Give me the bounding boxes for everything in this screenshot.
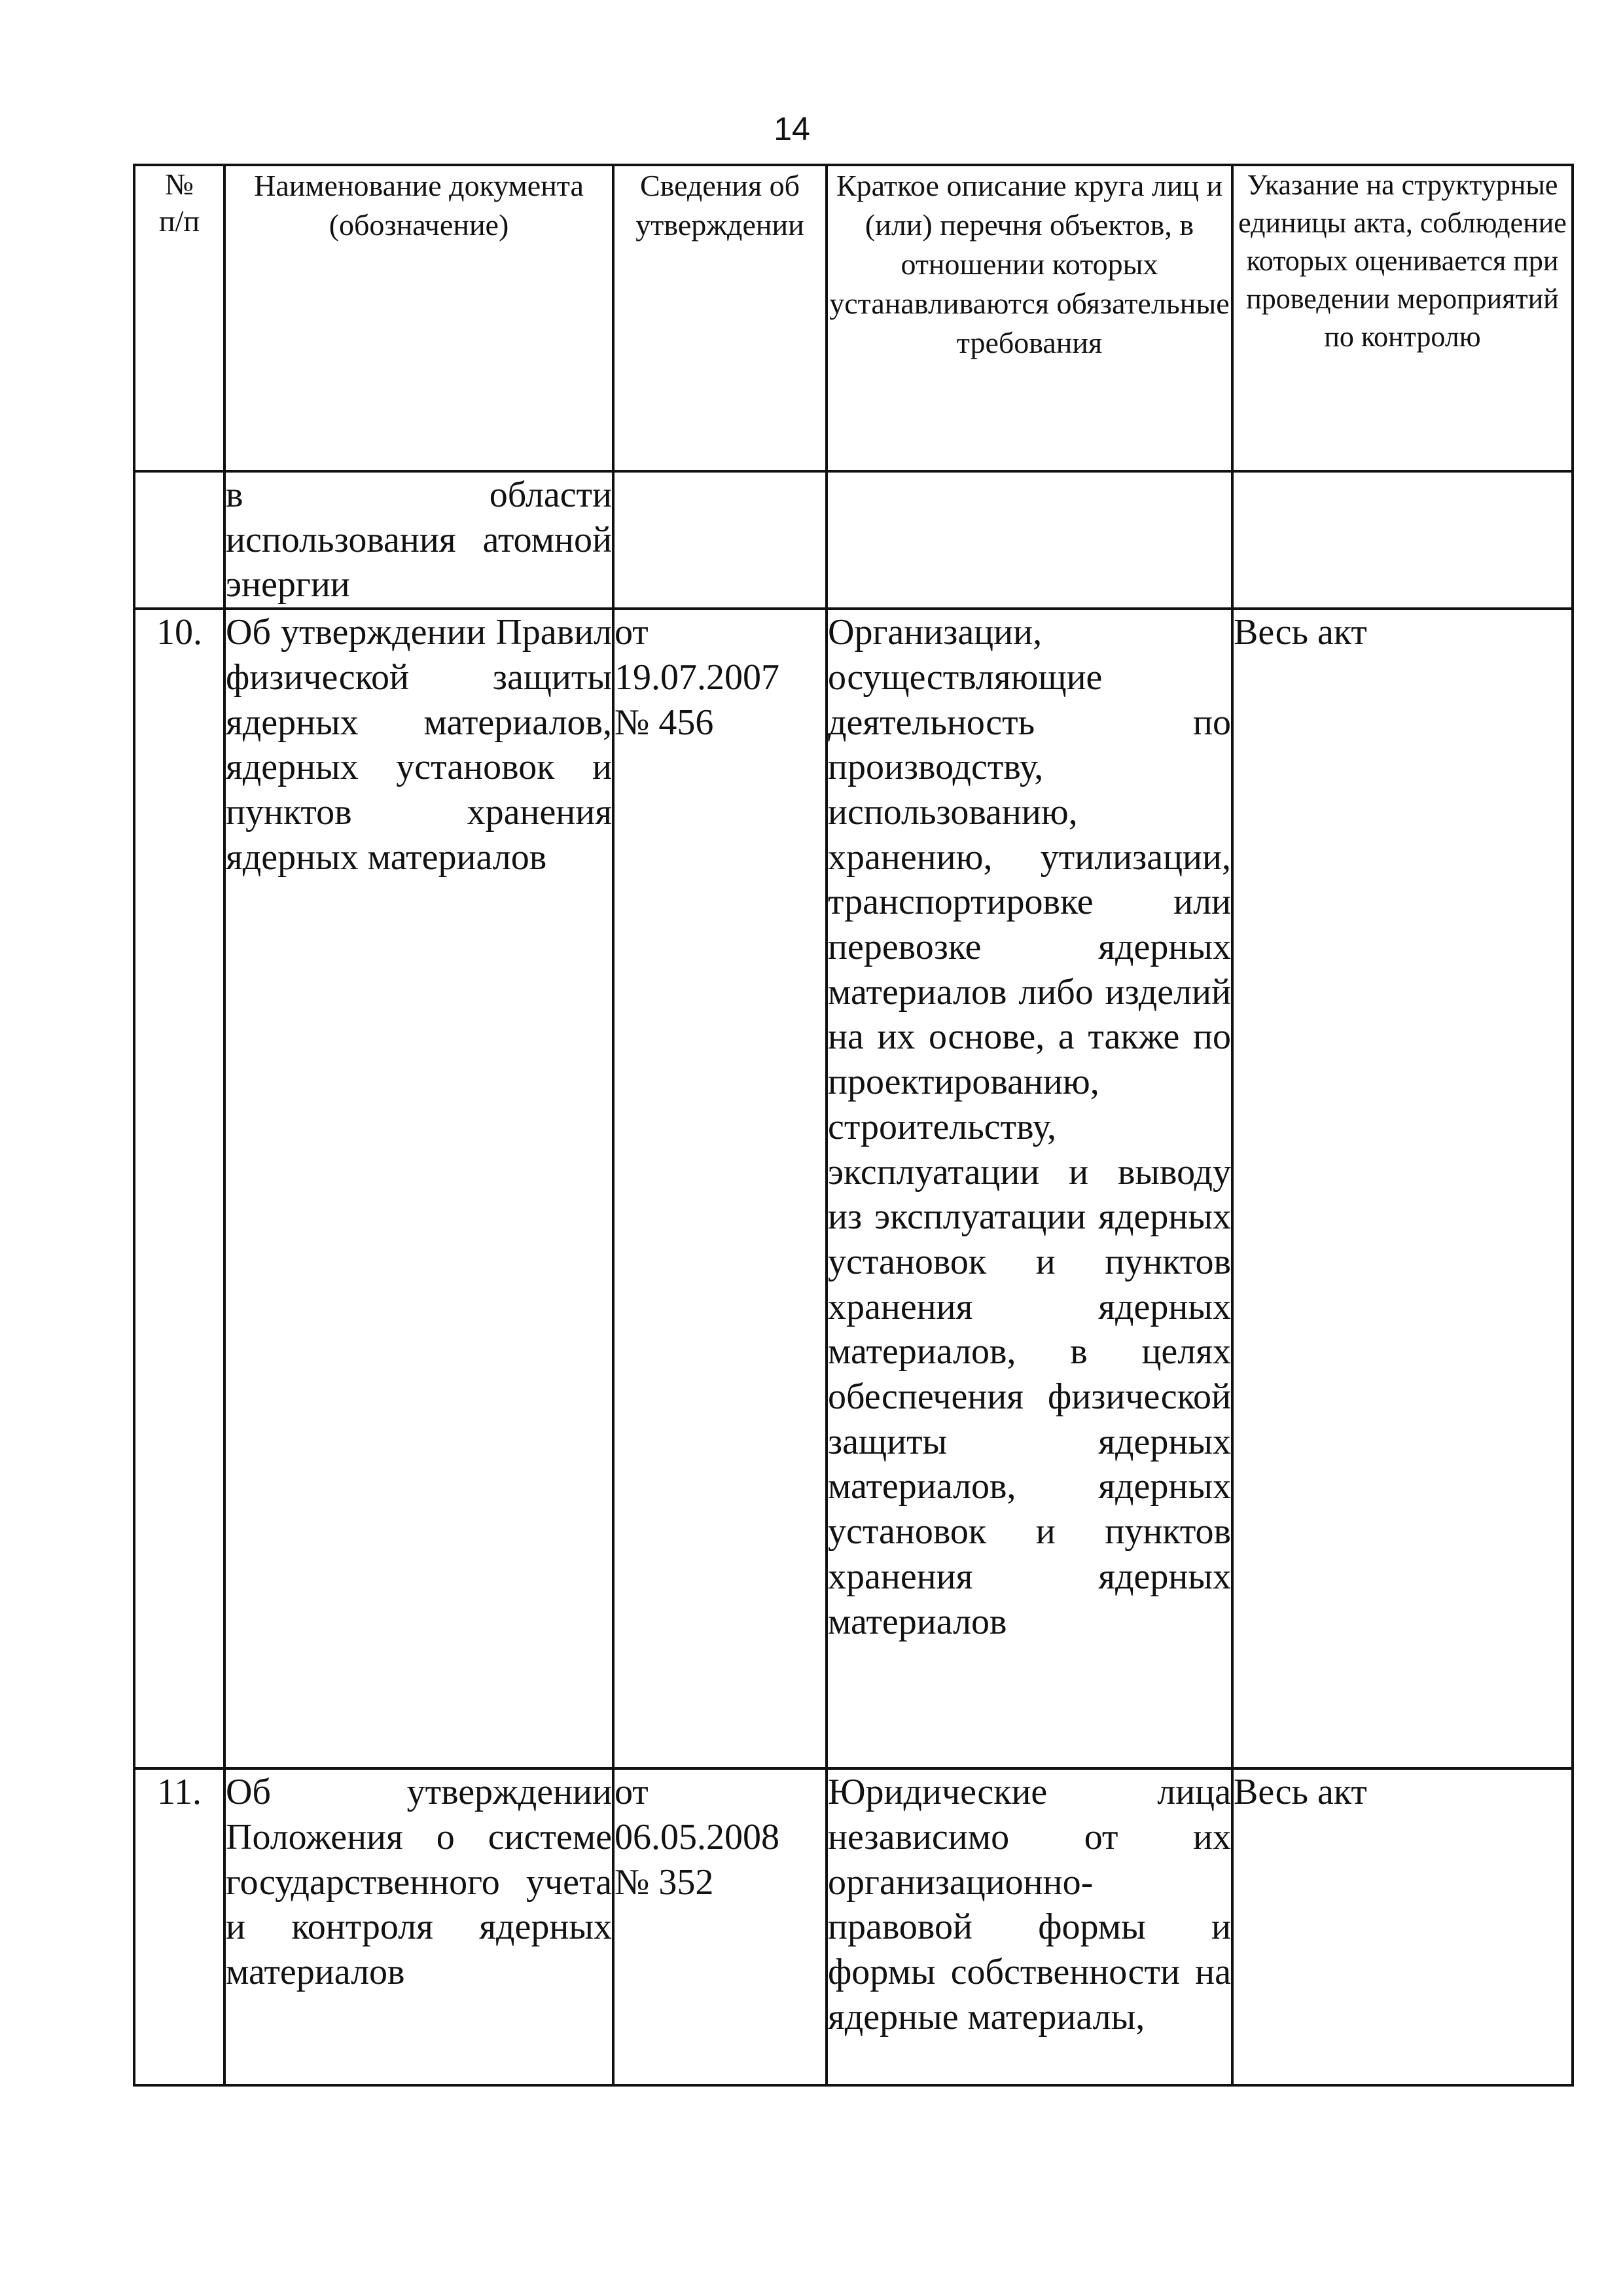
requirements-table bbox=[133, 164, 1574, 2087]
approval-date: 06.05.2008 bbox=[615, 1816, 779, 1857]
continuation-word-right: области bbox=[489, 475, 612, 515]
header-number-label: п/п bbox=[158, 204, 200, 238]
cell-structural-units: Весь акт bbox=[1232, 1768, 1573, 2085]
cell-units-empty bbox=[1232, 471, 1573, 609]
cell-description: Организации, осуществляющие деятельность по производству, использованию, хранению, утилизации, транспортировке или перевозке ядерных материалов либо изделий на их основе, а также по проектированию, строительству, эксплуатации и выводу из эксплуатации ядерных установок и пунктов хранения ядерных материалов, в целях обеспечения физической защиты ядерных материалов, ядерных установок и пунктов хранения ядерных материалов bbox=[827, 609, 1232, 1768]
header-approval: Сведения об утверждении bbox=[613, 165, 827, 471]
header-structural-units: Указание на структурные единицы акта, соблюдение которых оценивается при проведении мероприятий по контролю bbox=[1232, 165, 1573, 471]
cell-approval bbox=[613, 609, 827, 1768]
cell-approval bbox=[613, 1768, 827, 2085]
approval-number: № 352 bbox=[615, 1861, 714, 1903]
cell-number: 11. bbox=[134, 1768, 224, 2085]
cell-approval-empty bbox=[613, 471, 827, 609]
cell-structural-units: Весь акт bbox=[1232, 609, 1573, 1768]
approval-prefix: от bbox=[615, 1772, 649, 1813]
header-number bbox=[134, 165, 224, 471]
cell-description: Юридические лица независимо от их организационно-правовой формы и формы собственности на ядерные материалы, bbox=[827, 1768, 1232, 2085]
cell-document-name: Об утверждении Правил физической защиты ядерных материалов, ядерных установок и пунктов хранения ядерных материалов bbox=[224, 609, 613, 1768]
approval-number: № 456 bbox=[615, 702, 714, 743]
continuation-rest: использования атомной энергии bbox=[226, 519, 612, 605]
header-number-sign: № bbox=[165, 168, 194, 201]
continuation-first-line bbox=[226, 473, 612, 518]
table-header-row bbox=[134, 165, 1573, 471]
table-row-continuation bbox=[134, 471, 1573, 609]
table-row bbox=[134, 1768, 1573, 2085]
cell-number: 10. bbox=[134, 609, 224, 1768]
cell-document-name bbox=[224, 471, 613, 609]
approval-prefix: от bbox=[615, 612, 649, 653]
page-number: 14 bbox=[774, 111, 810, 147]
continuation-word-left: в bbox=[226, 475, 243, 515]
table-row bbox=[134, 609, 1573, 1768]
cell-number-empty bbox=[134, 471, 224, 609]
header-document-name: Наименование документа (обозначение) bbox=[224, 165, 613, 471]
approval-date: 19.07.2007 bbox=[615, 656, 779, 698]
header-description: Краткое описание круга лиц и (или) перечня объектов, в отношении которых устанавливаются обязательные требования bbox=[827, 165, 1232, 471]
cell-document-name: Об утверждении Положения о системе государственного учета и контроля ядерных материалов bbox=[224, 1768, 613, 2085]
cell-description-empty bbox=[827, 471, 1232, 609]
